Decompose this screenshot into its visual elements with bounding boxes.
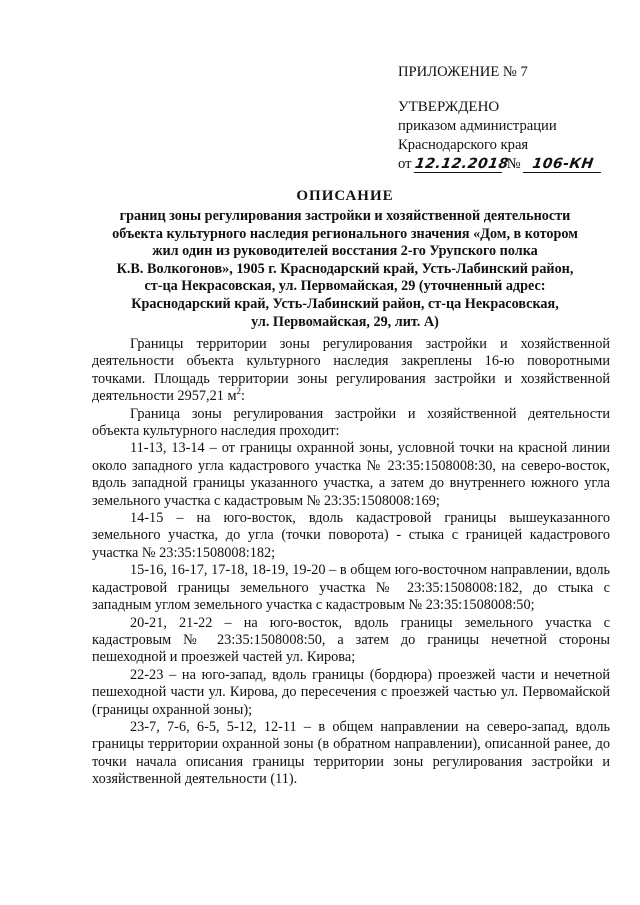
paragraph-area [92,336,610,406]
paragraph-area-end: : [241,388,245,405]
title-line: жил один из руководителей восстания 2-го Урупского полка [152,243,538,260]
appendix-number: ПРИЛОЖЕНИЕ № 7 [398,64,528,80]
title-subtitle [80,208,610,331]
order-line-2: Краснодарского края [398,137,529,153]
area-unit-superscript: 2 [236,386,242,397]
order-line-1: приказом администрации [398,118,557,134]
date-prefix: от [398,156,412,172]
handwritten-number: 106-КН [523,156,603,173]
title-line: Краснодарский край, Усть-Лабинский район, ст-ца Некрасовская, [131,295,559,312]
paragraph-segment: 20-21, 21-22 – на юго-восток, вдоль границы земельного участка с кадастровым № 23:35:1508008:50, а затем до границы нечетной стороны пешеходной и проезжей частей ул. Кирова; [92,614,610,666]
title-line: ул. Первомайская, 29, лит. А) [251,313,439,330]
title-line: К.В. Волкогонов», 1905 г. Краснодарский край, Усть-Лабинский район, [116,260,574,277]
handwritten-date: 12.12.2018 [414,156,510,172]
paragraph-segment: 14-15 – на юго-восток, вдоль кадастровой границы вышеуказанного земельного участка, до угла (точки поворота) - стыка с границей кадастрового участка № 23:35:1508008:182; [92,510,610,561]
title-main: ОПИСАНИЕ [296,188,394,204]
title-line: ст-ца Некрасовская, ул. Первомайская, 29 (уточненный адрес: [144,278,546,295]
title-line: объекта культурного наследия регионального значения «Дом, в котором [112,225,578,242]
description-body [92,336,610,789]
paragraph-area-text: Границы территории зоны регулирования застройки и хозяйственной деятельности объекта культурного наследия закреплены 16-ю поворотными точками. Площадь территории зоны регулирования застройки и хозяйственной деятельности 2957,21 м [92,336,610,405]
approved-label: УТВЕРЖДЕНО [398,99,500,115]
paragraph-intro: Граница зоны регулирования застройки и хозяйственной деятельности объекта культурного наследия проходит: [92,405,610,440]
approval-stamp [398,63,628,174]
paragraph-segment: 15-16, 16-17, 17-18, 18-19, 19-20 – в общем юго-восточном направлении, вдоль кадастровой границы земельного участка № 23:35:1508008:182, до стыка с западным углом земельного участка с кадастровым № 23:35:1508008:50; [92,562,610,614]
paragraph-segment: 22-23 – на юго-запад, вдоль границы (бордюра) проезжей части и нечетной пешеходной части ул. Кирова, до пересечения с проезжей частью ул. Первомайской (границы охранной зоны); [92,666,610,718]
paragraph-segment: 23-7, 7-6, 6-5, 5-12, 12-11 – в общем направлении на северо-запад, вдоль границы территории охранной зоны (в обратном направлении), описанной ранее, до точки начала описания границы территории зоны регулирования застройки и хозяйственной деятельности (11). [92,718,610,788]
order-date-line [398,155,628,174]
document-title [80,186,610,331]
paragraph-segment: 11-13, 13-14 – от границы охранной зоны, условной точки на красной линии около западного угла кадастрового участка № 23:35:1508008:30, на северо-восток, вдоль западной границы указанного участка, а затем до внутреннего южного угла земельного участка с кадастровым № 23:35:1508008:169; [92,440,610,509]
title-line: границ зоны регулирования застройки и хозяйственной деятельности [119,208,571,224]
number-prefix: № [506,156,521,172]
